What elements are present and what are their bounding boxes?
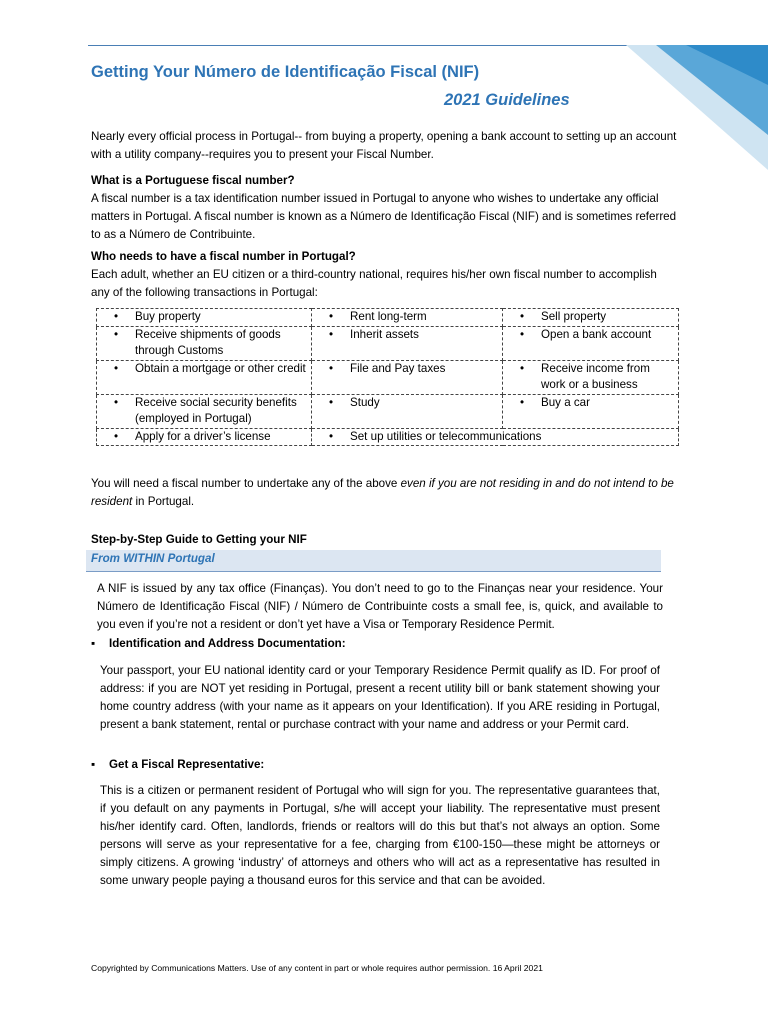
bullet-icon: • [113, 361, 119, 375]
table-cell: Receive social security benefits (employed in Portugal) [135, 395, 297, 425]
id-heading: ▪ Identification and Address Documentation: [91, 637, 346, 650]
bullet-icon: • [519, 361, 525, 375]
table-cell: Apply for a driver’s license [135, 429, 271, 443]
table-cell: Sell property [541, 310, 607, 323]
bullet-icon: • [328, 361, 334, 375]
bullet-icon: • [113, 327, 119, 341]
table-row [97, 394, 679, 428]
header-rule [88, 45, 688, 46]
bullet-icon: • [113, 310, 119, 323]
who-body: Each adult, whether an EU citizen or a third-country national, requires his/her own fiscal number to accomplish any of the following transactions in Portugal: [91, 268, 657, 299]
rep-heading: ▪ Get a Fiscal Representative: [91, 758, 265, 771]
table-row [97, 428, 679, 446]
who-section [91, 248, 677, 302]
table-cell: Open a bank account [541, 327, 652, 341]
id-paragraph: Your passport, your EU national identity card or your Temporary Residence Permit qualify as ID. For proof of address: if you are NOT yet residing in Portugal, present a recent utility bill or bank statement showing your home country address (with your name as it appears on your Identification). If you ARE residing in Portugal, present a bank statement, rental or purchase contract with your name and address or your Permit card. [100, 664, 660, 731]
emphasis-text: even if you are not residing in and do not intend to be resident [91, 477, 674, 508]
table-row [97, 360, 679, 394]
within-paragraph: A NIF is issued by any tax office (Finanças). You don’t need to go to the Finanças near your residence. Your Número de Identificação Fiscal (NIF) / Número de Contribuinte costs a small fee, is, quick, and available to you even if you’re not a resident or don’t yet have a Visa or Temporary Residence Permit. [97, 582, 663, 631]
table-cell: Obtain a mortgage or other credit [135, 361, 306, 375]
table-cell: Inherit assets [350, 327, 419, 341]
rep-paragraph: This is a citizen or permanent resident of Portugal who will sign for you. The representative guarantees that, if you default on any payments in Portugal, s/he will accept your liability. The representative must present his/her identify card. Often, landlords, friends or realtors will do this but that’s not always an option. Some persons will serve as your representative for a fee, charging from €100-150—these might be attorneys or simply citizens. A growing ‘industry’ of attorneys and others who will act as a representative has resulted in some unwary people paying a thousand euros for this service and that can be avoided. [100, 784, 660, 887]
table-cell: Buy property [135, 310, 201, 323]
bullet-icon: • [328, 310, 334, 323]
table-cell: Buy a car [541, 395, 590, 409]
bullet-icon: • [519, 327, 525, 341]
table-cell: Rent long-term [350, 310, 427, 323]
page-subtitle: 2021 Guidelines [444, 91, 570, 109]
step-guide-heading: Step-by-Step Guide to Getting your NIF [91, 533, 307, 546]
table-cell: Receive income from work or a business [541, 361, 650, 391]
bullet-icon: • [113, 429, 119, 443]
bullet-icon: • [519, 395, 525, 409]
bullet-icon: • [113, 395, 119, 409]
table-cell: Study [350, 395, 380, 409]
bullet-icon: • [328, 327, 334, 341]
table-row [97, 326, 679, 360]
what-heading: What is a Portuguese fiscal number? [91, 174, 295, 187]
table-cell: File and Pay taxes [350, 361, 446, 375]
section-band [86, 550, 661, 572]
page-title: Getting Your Número de Identificação Fiscal (NIF) [91, 63, 480, 81]
table-cell: Receive shipments of goods through Customs [135, 327, 281, 357]
bullet-icon: • [519, 310, 525, 323]
what-body: A fiscal number is a tax identification number issued in Portugal to anyone who wishes to undertake any official matters in Portugal. A fiscal number is known as a Número de Identificação Fiscal (NIF) and is sometimes referred to as a Número de Contribuinte. [91, 192, 677, 241]
square-bullet-icon: ▪ [91, 758, 96, 771]
after-table-paragraph: You will need a fiscal number to undertake any of the above even if you are not residing in and do not intend to be resident in Portugal. [91, 477, 674, 508]
table-cell: Set up utilities or telecommunications [350, 429, 542, 443]
table-row [97, 309, 679, 327]
intro-paragraph: Nearly every official process in Portugal-- from buying a property, opening a bank account to setting up an account with a utility company--requires you to present your Fiscal Number. [91, 130, 677, 161]
what-section [91, 172, 677, 244]
square-bullet-icon: ▪ [91, 637, 96, 650]
bullet-icon: • [328, 429, 334, 443]
who-heading: Who needs to have a fiscal number in Portugal? [91, 250, 356, 263]
transactions-table [96, 308, 679, 446]
bullet-icon: • [328, 395, 334, 409]
section-band-label: From WITHIN Portugal [91, 552, 215, 565]
footer-copyright: Copyrighted by Communications Matters. Use of any content in part or whole requires author permission. 16 April 2021 [91, 963, 543, 973]
